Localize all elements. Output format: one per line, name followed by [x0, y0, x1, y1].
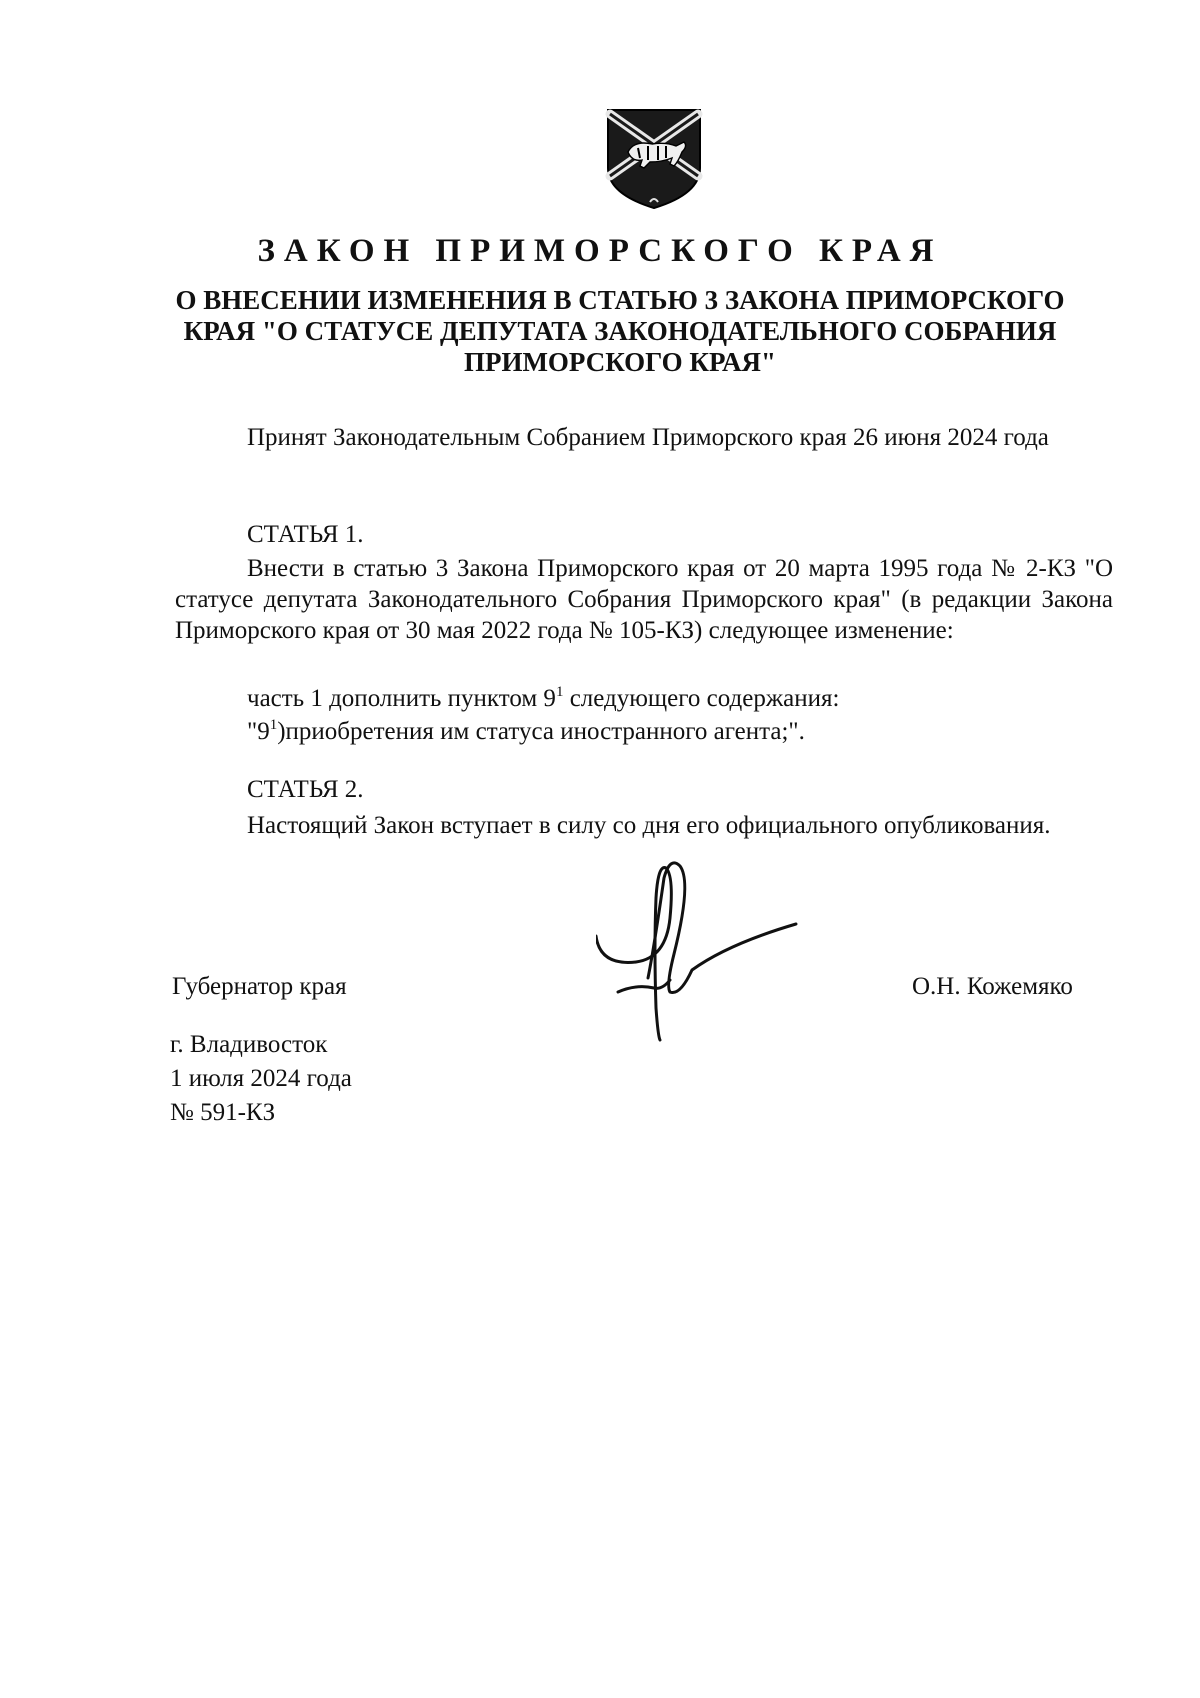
- place-of-signing: г. Владивосток: [170, 1031, 328, 1058]
- law-title: ЗАКОН ПРИМОРСКОГО КРАЯ: [257, 233, 943, 269]
- signatory-name: О.Н. Кожемяко: [912, 973, 1073, 1000]
- amendment-quote-text: "9: [247, 718, 270, 745]
- signing-date: 1 июля 2024 года: [170, 1065, 352, 1092]
- amendment-line-text: часть 1 дополнить пунктом 9: [247, 685, 556, 712]
- article-1-heading: СТАТЬЯ 1.: [247, 521, 364, 548]
- amendment-line: [247, 683, 839, 714]
- adoption-statement: Принят Законодательным Собранием Приморского края 26 июня 2024 года: [247, 424, 1049, 451]
- article-2-heading: СТАТЬЯ 2.: [247, 776, 364, 803]
- article-1-text: Внести в статью 3 Закона Приморского края от 20 марта 1995 года № 2-КЗ "О статусе депутата Законодательного Собрания Приморского края" (в редакции Закона Приморского края от 30 мая 2022 года № 105-КЗ) следующее изменение:: [175, 555, 1113, 644]
- amendment-quote-sup: 1: [269, 717, 278, 733]
- coat-of-arms-icon: [604, 106, 704, 212]
- signature-icon: [596, 858, 806, 1048]
- amendment-line-tail: следующего содержания:: [563, 685, 840, 712]
- amendment-quote: [247, 716, 805, 747]
- law-number: № 591-КЗ: [170, 1099, 276, 1126]
- signatory-position: Губернатор края: [172, 973, 347, 1000]
- document-footer: [170, 1028, 352, 1130]
- article-2-text: Настоящий Закон вступает в силу со дня его официального опубликования.: [247, 812, 1051, 839]
- law-subtitle: О ВНЕСЕНИИ ИЗМЕНЕНИЯ В СТАТЬЮ 3 ЗАКОНА ПРИМОРСКОГО КРАЯ "О СТАТУСЕ ДЕПУТАТА ЗАКОНОДАТЕЛЬНОГО СОБРАНИЯ ПРИМОРСКОГО КРАЯ": [175, 285, 1065, 377]
- amendment-quote-tail: )приобретения им статуса иностранного агента;".: [277, 718, 805, 745]
- amendment-line-sup: 1: [555, 684, 564, 700]
